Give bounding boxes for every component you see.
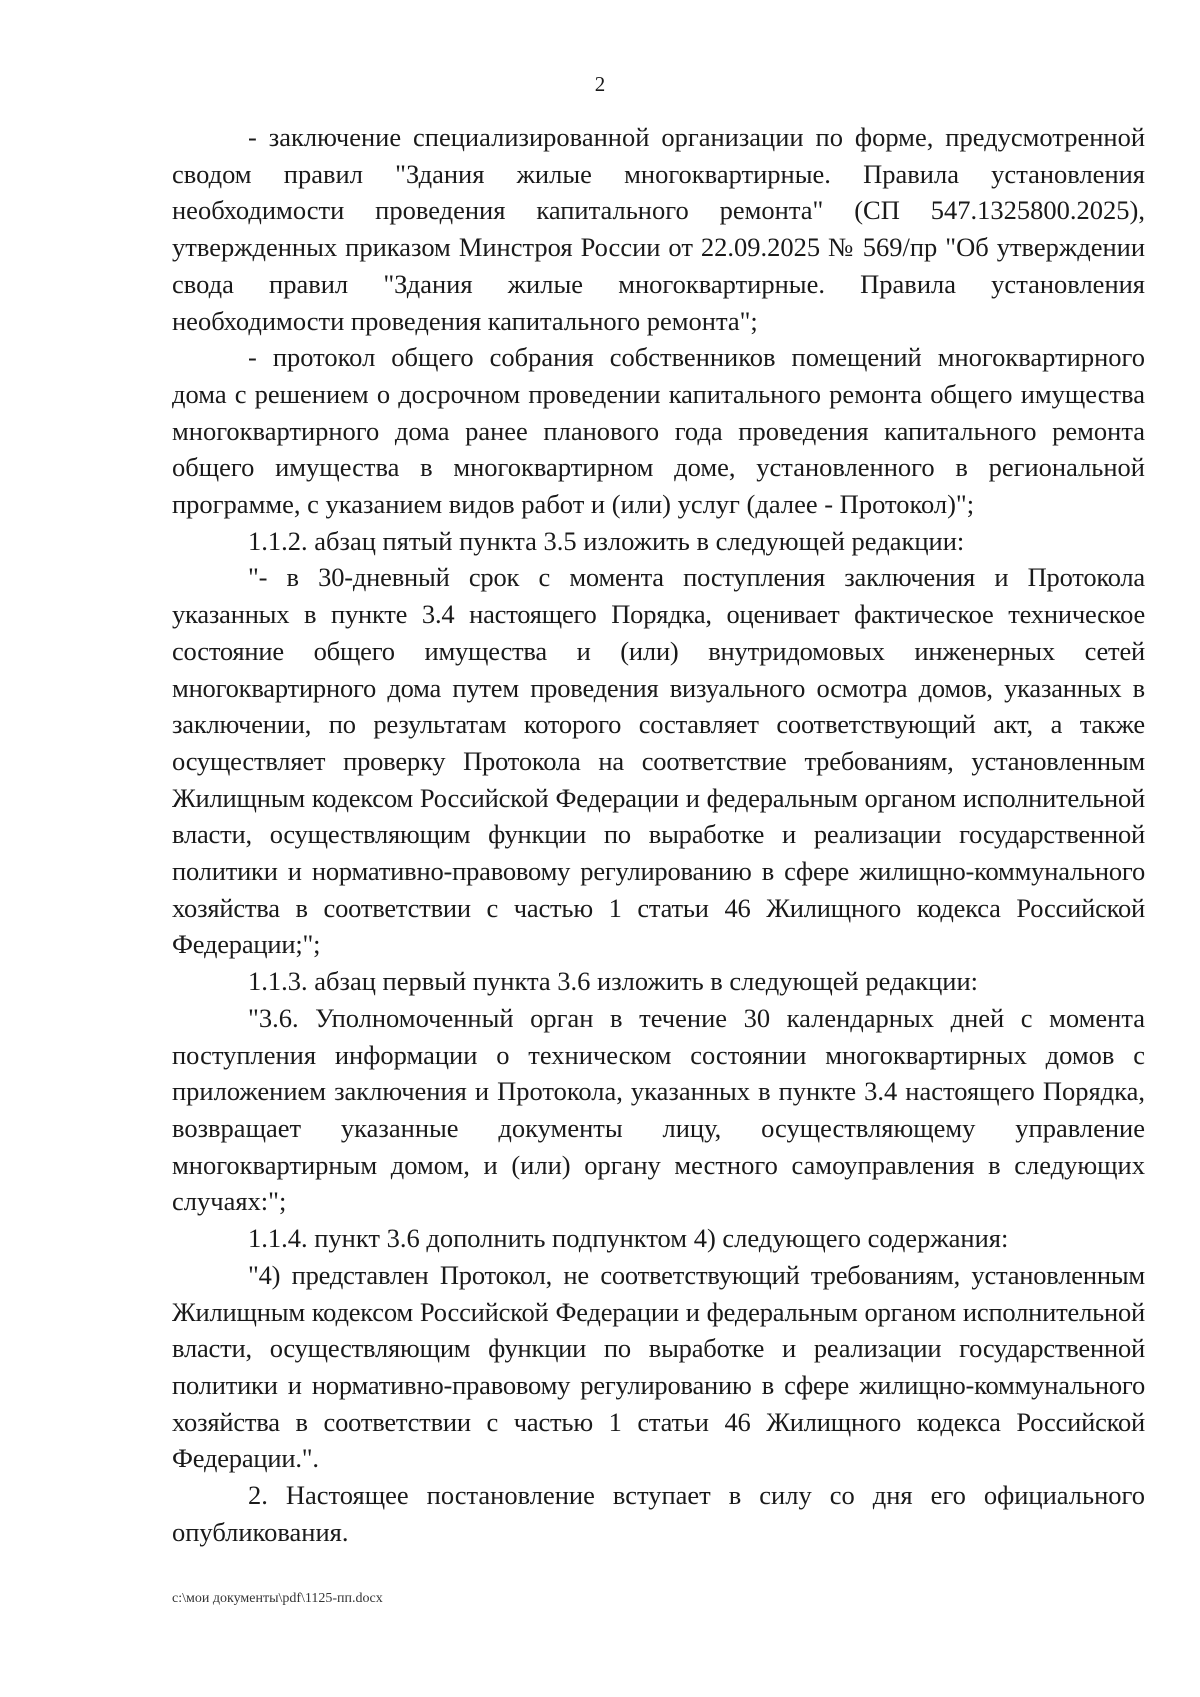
paragraph-clause-1-1-2: 1.1.2. абзац пятый пункта 3.5 изложить в следующей редакции:: [248, 525, 965, 556]
paragraph-clause-1-1-3: 1.1.3. абзац первый пункта 3.6 изложить в следующей редакции:: [248, 966, 979, 997]
paragraph-clause-1-1-4: 1.1.4. пункт 3.6 дополнить подпунктом 4) следующего содержания:: [248, 1223, 1009, 1254]
document-body: [172, 119, 1145, 1550]
paragraph-clause-3-5-text: "- в 30-дневный срок с момента поступления заключения и Протокола указанных в пункте 3.4 настоящего Порядка, оценивает фактическое техническое состояние общего имущества и (или) внутридомовых инженерных сетей многоквартирного дома путем проведения визуального осмотра домов, указанных в заключении, по результатам которого составляет соответствующий акт, а также осуществляет проверку Протокола на соответствие требованиям, установленным Жилищным кодексом Российской Федерации и федеральным органом исполнительной власти, осуществляющим функции по выработке и реализации государственной политики и нормативно-правовому регулированию в сфере жилищно-коммунального хозяйства в соответствии с частью 1 статьи 46 Жилищного кодекса Российской Федерации;";: [172, 562, 1145, 960]
page-number: 2: [594, 72, 606, 96]
paragraph-effective-date: 2. Настоящее постановление вступает в силу со дня его официального опубликования.: [172, 1480, 1145, 1547]
paragraph-clause-3-6-text: "3.6. Уполномоченный орган в течение 30 календарных дней с момента поступления информации о техническом состоянии многоквартирных домов с приложением заключения и Протокола, указанных в пункте 3.4 настоящего Порядка, возвращает указанные документы лицу, осуществляющему управление многоквартирным домом, и (или) органу местного самоуправления в следующих случаях:";: [172, 1002, 1145, 1217]
paragraph-meeting-protocol: - протокол общего собрания собственников помещений многоквартирного дома с решением о досрочном проведении капитального ремонта общего имущества многоквартирного дома ранее планового года проведения капитального ремонта общего имущества в многоквартирном доме, установленного в региональной программе, с указанием видов работ и (или) услуг (далее - Протокол)";: [172, 342, 1145, 520]
paragraph-subclause-4-text: "4) представлен Протокол, не соответствующий требованиям, установленным Жилищным кодексом Российской Федерации и федеральным органом исполнительной власти, осуществляющим функции по выработке и реализации государственной политики и нормативно-правовому регулированию в сфере жилищно-коммунального хозяйства в соответствии с частью 1 статьи 46 Жилищного кодекса Российской Федерации.".: [172, 1259, 1145, 1474]
footer-file-path: c:\мои документы\pdf\1125-пп.docx: [172, 1591, 383, 1606]
paragraph-specialized-conclusion: - заключение специализированной организации по форме, предусмотренной сводом правил "Здания жилые многоквартирные. Правила установления необходимости проведения капитального ремонта" (СП 547.1325800.2025), утвержденных приказом Минстроя России от 22.09.2025 № 569/пр "Об утверждении свода правил "Здания жилые многоквартирные. Правила установления необходимости проведения капитального ремонта";: [172, 122, 1145, 336]
